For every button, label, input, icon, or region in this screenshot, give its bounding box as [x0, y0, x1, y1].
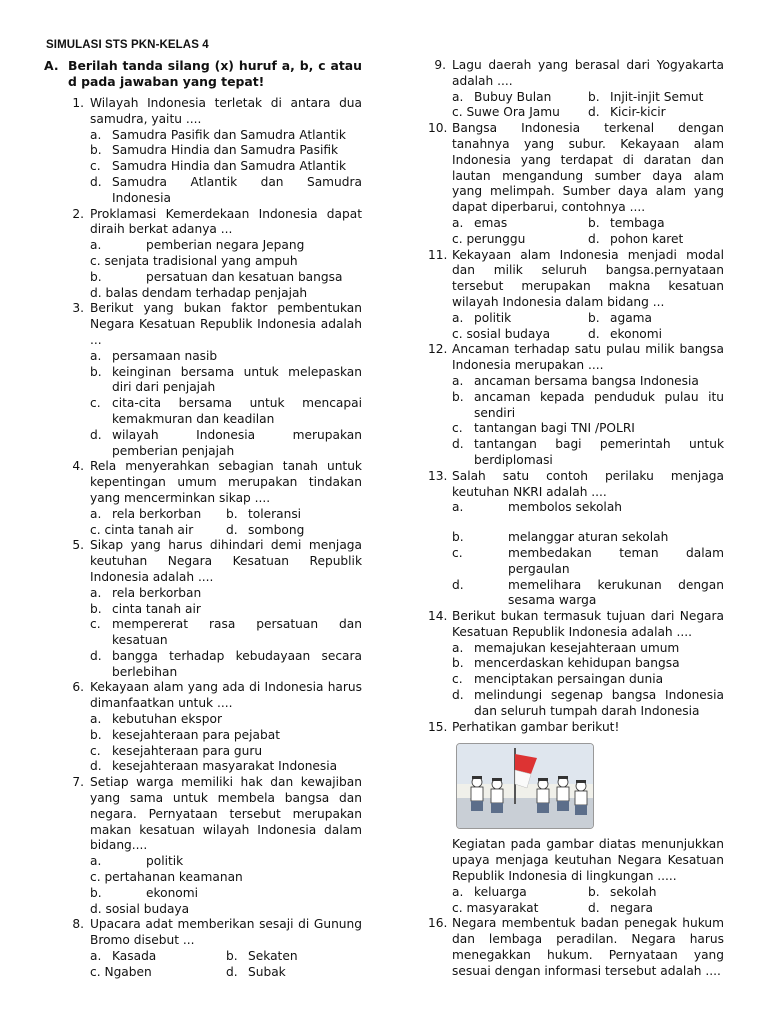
question-text: Upacara adat memberikan sesaji di Gunung Bromo disebut ...: [90, 917, 362, 948]
answer-options-grid: [452, 311, 724, 343]
question-item: [428, 58, 724, 121]
option-text: emas: [474, 215, 508, 230]
question-body: [452, 121, 724, 247]
option-letter: a.: [452, 884, 464, 899]
answer-option: [90, 428, 362, 460]
question-body: [90, 207, 362, 302]
option-text: sekolah: [610, 884, 657, 899]
section-text: Berilah tanda silang (x) huruf a, b, c atau d pada jawaban yang tepat!: [68, 58, 362, 89]
question-body: [452, 609, 724, 720]
option-text: keluarga: [474, 884, 527, 899]
option-text: menciptakan persaingan dunia: [474, 672, 664, 687]
answer-options-grid: [452, 90, 724, 122]
option-letter: b.: [588, 89, 600, 104]
answer-options-grid: [452, 885, 724, 917]
option-text: c. senjata tradisional yang ampuh: [90, 253, 298, 268]
question-item: [44, 459, 362, 538]
flag-ceremony-illustration: [457, 744, 593, 828]
option-text: kesejahteraan para guru: [112, 743, 263, 758]
answer-option: [90, 523, 226, 539]
answer-option: [90, 175, 362, 207]
answer-option: [90, 586, 362, 602]
option-text: c. pertahanan keamanan: [90, 870, 243, 885]
right-column: [428, 58, 724, 980]
answer-option: [452, 688, 724, 720]
question-text: Salah satu contoh perilaku menjaga keutuhan NKRI adalah ....: [452, 468, 724, 499]
option-text: Injit-injit Semut: [610, 89, 704, 104]
option-letter: a.: [90, 348, 102, 363]
option-letter: d.: [90, 174, 102, 189]
question-text: Ancaman terhadap satu pulau milik bangsa Indonesia merupakan ....: [452, 342, 724, 373]
question-item: [428, 609, 724, 720]
option-text: mempererat rasa persatuan dan kesatuan: [112, 617, 362, 648]
option-letter: d.: [90, 759, 102, 774]
question-text: Negara membentuk badan penegak hukum dan lembaga peradilan. Negara harus menegakkan hukum. Pernyataan yang sesuai dengan informasi tersebut adalah ....: [452, 916, 724, 978]
answer-option: [452, 656, 724, 672]
answer-option: [588, 90, 724, 106]
answer-option: [226, 949, 362, 965]
option-text: ekonomi: [146, 885, 199, 900]
question-number: 5.: [72, 538, 84, 553]
answer-option: [452, 421, 724, 437]
option-text: tembaga: [610, 215, 665, 230]
option-text: cita-cita bersama untuk mencapai kemakmuran dan keadilan: [112, 396, 362, 426]
answer-option: [452, 232, 588, 248]
option-text: d. sosial budaya: [90, 901, 190, 916]
answer-option: [226, 507, 362, 523]
option-text: persatuan dan kesatuan bangsa: [146, 269, 343, 284]
answer-option: [226, 523, 362, 539]
question-text: Perhatikan gambar berikut!: [452, 719, 620, 734]
question-number: 16.: [428, 916, 448, 931]
question-text: Lagu daerah yang berasal dari Yogyakarta adalah ....: [452, 58, 724, 88]
answer-option: [452, 885, 588, 901]
option-text: Samudra Pasifik dan Samudra Atlantik: [112, 127, 346, 142]
answer-option: [90, 759, 362, 775]
question-body: [90, 917, 362, 980]
question-body: [452, 342, 724, 468]
answer-option: [588, 885, 724, 901]
option-letter: b.: [588, 884, 600, 899]
answer-option: [90, 712, 362, 728]
option-text: c. Ngaben: [90, 964, 152, 979]
option-letter: a.: [90, 585, 102, 600]
question-item: [44, 680, 362, 775]
answer-option: [452, 327, 588, 343]
question-item: [428, 720, 724, 917]
option-letter: a.: [90, 127, 102, 142]
option-letter: a.: [90, 854, 102, 869]
answer-option: [90, 254, 362, 270]
page-title: SIMULASI STS PKN-KELAS 4: [46, 39, 209, 51]
question-body: [90, 301, 362, 459]
question-number: 3.: [72, 301, 84, 316]
question-item: [44, 96, 362, 207]
question-item: [44, 538, 362, 680]
answer-option: [588, 901, 724, 917]
option-text: agama: [610, 310, 653, 325]
option-text: bangga terhadap kebudayaan secara berlebihan: [112, 648, 362, 679]
answer-option: [90, 617, 362, 649]
question-item: [44, 775, 362, 917]
option-text: kebutuhan ekspor: [112, 712, 222, 727]
option-text: melanggar aturan sekolah: [508, 530, 669, 545]
option-letter: d.: [226, 964, 238, 979]
answer-option: [452, 672, 724, 688]
question-item: [428, 469, 724, 609]
answer-option: [452, 437, 724, 469]
option-letter: c.: [452, 421, 463, 436]
answer-option: [90, 128, 362, 144]
answer-option: [452, 374, 724, 390]
answer-option: [452, 578, 724, 610]
option-text: Kasada: [112, 949, 157, 964]
question-number: 10.: [428, 121, 448, 136]
option-text: negara: [610, 900, 653, 915]
left-column: [44, 58, 362, 981]
question-number: 7.: [72, 775, 84, 790]
option-letter: d.: [588, 900, 600, 915]
option-letter: b.: [90, 364, 102, 379]
section-instruction: [44, 58, 362, 90]
question-item: [44, 207, 362, 302]
option-letter: a.: [452, 310, 464, 325]
question-number: 12.: [428, 342, 448, 357]
option-text: politik: [146, 854, 184, 869]
option-text: tantangan bagi pemerintah untuk berdiplomasi: [474, 437, 724, 467]
option-text: persamaan nasib: [112, 348, 218, 363]
question-number: 2.: [72, 206, 84, 221]
question-text: Berikut bukan termasuk tujuan dari Negara Kesatuan Republik Indonesia adalah ....: [452, 609, 724, 639]
question-item: [44, 301, 362, 459]
option-letter: a.: [90, 506, 102, 521]
option-letter: d.: [588, 105, 600, 120]
option-letter: b.: [90, 885, 102, 900]
option-text: toleransi: [248, 506, 302, 521]
answer-option: [588, 327, 724, 343]
option-letter: b.: [226, 949, 238, 964]
option-text: keinginan bersama untuk melepaskan diri dari penjajah: [112, 364, 362, 395]
answer-option: [452, 390, 724, 422]
option-text: memelihara kerukunan dengan sesama warga: [508, 577, 724, 608]
answer-options-grid: [90, 507, 362, 539]
option-text: wilayah Indonesia merupakan pemberian penjajah: [112, 427, 362, 458]
flag-ceremony-picture: [456, 743, 594, 829]
question-body: [90, 96, 362, 207]
answer-option: [90, 902, 362, 918]
question-body: [452, 720, 724, 917]
option-letter: b.: [226, 506, 238, 521]
option-text: Sekaten: [248, 949, 298, 964]
question-body: [452, 248, 724, 343]
option-text: mencerdaskan kehidupan bangsa: [474, 656, 680, 671]
question-text-continued: Kegiatan pada gambar diatas menunjukkan upaya menjaga keutuhan Negara Kesatuan Republik Indonesia di lingkungan .....: [452, 837, 724, 884]
question-item: [44, 917, 362, 980]
option-text: cinta tanah air: [112, 601, 201, 616]
option-text: c. Suwe Ora Jamu: [452, 105, 560, 120]
answer-option: [452, 90, 588, 106]
answer-option: [452, 901, 588, 917]
option-text: sombong: [248, 522, 305, 537]
question-number: 6.: [72, 680, 84, 695]
answer-option: [90, 728, 362, 744]
answer-option: [90, 649, 362, 681]
option-letter: d.: [452, 577, 464, 592]
option-text: Kicir-kicir: [610, 105, 666, 120]
option-letter: a.: [452, 89, 464, 104]
question-body: [90, 459, 362, 538]
answer-option: [90, 238, 362, 254]
question-list-right: [428, 58, 724, 980]
option-letter: b.: [452, 530, 464, 545]
question-number: 11.: [428, 247, 448, 262]
option-letter: c.: [90, 617, 101, 632]
question-text: Setiap warga memiliki hak dan kewajiban yang sama untuk membela bangsa dan negara. Pernyataan tersebut merupakan makan kesatuan wilayah Indonesia dalam bidang....: [90, 775, 362, 853]
option-letter: c.: [452, 545, 463, 560]
question-list-left: [44, 96, 362, 981]
answer-option: [90, 854, 362, 870]
option-text: c. cinta tanah air: [90, 522, 194, 537]
question-number: 14.: [428, 609, 448, 624]
option-text: kesejahteraan masyarakat Indonesia: [112, 759, 338, 774]
option-letter: c.: [90, 743, 101, 758]
question-item: [428, 342, 724, 468]
option-text: Samudra Hindia dan Samudra Pasifik: [112, 143, 339, 158]
option-text: c. sosial budaya: [452, 326, 551, 341]
answer-option: [90, 602, 362, 618]
question-number: 9.: [434, 58, 446, 72]
option-text: pohon karet: [610, 231, 684, 246]
answer-options-grid: [452, 216, 724, 248]
option-letter: b.: [90, 601, 102, 616]
question-text: Kekayaan alam yang ada di Indonesia harus dimanfaatkan untuk ....: [90, 680, 362, 711]
option-letter: b.: [588, 215, 600, 230]
option-text: melindungi segenap bangsa Indonesia dan seluruh tumpah darah Indonesia: [474, 688, 724, 718]
answer-option: [90, 143, 362, 159]
option-letter: c.: [90, 396, 101, 411]
question-text: Sikap yang harus dihindari demi menjaga keutuhan Negara Kesatuan Republik Indonesia adalah ....: [90, 538, 362, 584]
question-body: [452, 916, 724, 979]
answer-option: [452, 530, 724, 546]
option-text: membolos sekolah: [508, 500, 623, 515]
question-number: 4.: [72, 459, 84, 474]
option-letter: b.: [588, 310, 600, 325]
answer-option: [452, 500, 724, 516]
answer-option: [90, 286, 362, 302]
option-letter: a.: [452, 373, 464, 388]
answer-option: [452, 216, 588, 232]
option-text: tantangan bagi TNI /POLRI: [474, 421, 635, 436]
answer-option: [452, 311, 588, 327]
answer-option: [90, 159, 362, 175]
answer-option: [90, 396, 362, 428]
question-number: 8.: [72, 917, 84, 932]
question-item: [428, 121, 724, 247]
answer-option: [90, 965, 226, 981]
question-text: Proklamasi Kemerdekaan Indonesia dapat diraih berkat adanya ...: [90, 206, 362, 237]
option-letter: d.: [90, 427, 102, 442]
option-text: pemberian negara Jepang: [146, 238, 305, 253]
option-letter: d.: [588, 326, 600, 341]
option-text: c. perunggu: [452, 231, 526, 246]
option-text: ancaman bersama bangsa Indonesia: [474, 373, 699, 388]
question-text: Wilayah Indonesia terletak di antara dua samudra, yaitu ....: [90, 96, 362, 126]
option-text: Samudra Hindia dan Samudra Atlantik: [112, 159, 347, 174]
option-text: d. balas dendam terhadap penjajah: [90, 285, 308, 300]
option-letter: c.: [90, 159, 101, 174]
option-text: ancaman kepada penduduk pulau itu sendiri: [474, 389, 724, 420]
option-letter: d.: [452, 688, 464, 703]
answer-option: [452, 641, 724, 657]
answer-option: [452, 546, 724, 578]
option-text: Subak: [248, 964, 286, 979]
question-text: Berikut yang bukan faktor pembentukan Negara Kesatuan Republik Indonesia adalah ...: [90, 301, 362, 347]
option-text: kesejahteraan para pejabat: [112, 727, 281, 742]
answer-option: [90, 886, 362, 902]
option-letter: a.: [90, 949, 102, 964]
option-letter: b.: [452, 656, 464, 671]
answer-option: [588, 232, 724, 248]
option-letter: a.: [452, 215, 464, 230]
question-body: [90, 680, 362, 775]
answer-option: [452, 105, 588, 121]
question-text: Rela menyerahkan sebagian tanah untuk kepentingan umum merupakan tindakan yang mencerminkan sikap ....: [90, 459, 362, 505]
option-letter: b.: [452, 389, 464, 404]
option-letter: a.: [452, 640, 464, 655]
option-letter: b.: [90, 269, 102, 284]
question-number: 13.: [428, 468, 448, 483]
option-text: ekonomi: [610, 326, 663, 341]
question-item: [428, 916, 724, 979]
option-text: membedakan teman dalam pergaulan: [508, 545, 724, 576]
option-letter: d.: [226, 522, 238, 537]
question-number: 1.: [72, 96, 84, 110]
answer-option: [226, 965, 362, 981]
question-number: 15.: [428, 719, 448, 734]
answer-options-grid: [90, 949, 362, 981]
answer-option: [90, 365, 362, 397]
question-body: [90, 538, 362, 680]
option-text: rela berkorban: [112, 506, 202, 521]
section-letter: A.: [44, 58, 59, 73]
question-body: [90, 775, 362, 917]
answer-option: [588, 311, 724, 327]
question-item: [428, 248, 724, 343]
option-letter: b.: [90, 143, 102, 158]
option-letter: d.: [452, 437, 464, 452]
question-text: Bangsa Indonesia terkenal dengan tanahnya yang subur. Kekayaan alam Indonesia yang terdapat di daratan dan lautan mengandung sumber daya alam yang melimpah. Sumber daya alam yang dapat diperbarui, contohnya ....: [452, 121, 724, 215]
option-letter: b.: [90, 727, 102, 742]
answer-option: [90, 349, 362, 365]
answer-option: [90, 270, 362, 286]
option-letter: a.: [452, 500, 464, 515]
option-text: Samudra Atlantik dan Samudra Indonesia: [112, 174, 362, 205]
option-text: Bubuy Bulan: [474, 89, 552, 104]
option-text: c. masyarakat: [452, 900, 539, 915]
option-text: memajukan kesejahteraan umum: [474, 640, 680, 655]
answer-option: [90, 949, 226, 965]
option-text: politik: [474, 310, 512, 325]
question-body: [452, 469, 724, 609]
option-letter: c.: [452, 672, 463, 687]
option-text: rela berkorban: [112, 585, 202, 600]
question-text: Kekayaan alam Indonesia menjadi modal dan milik seluruh bangsa.pernyataan tersebut merupakan makna kesatuan wilayah Indonesia dalam bidang ...: [452, 247, 724, 309]
option-letter: a.: [90, 238, 102, 253]
answer-option: [588, 105, 724, 121]
option-letter: d.: [588, 231, 600, 246]
question-body: [452, 58, 724, 121]
answer-option: [90, 744, 362, 760]
answer-option: [90, 507, 226, 523]
option-letter: d.: [90, 648, 102, 663]
option-letter: a.: [90, 712, 102, 727]
blank-line: [452, 516, 724, 530]
answer-option: [588, 216, 724, 232]
answer-option: [90, 870, 362, 886]
